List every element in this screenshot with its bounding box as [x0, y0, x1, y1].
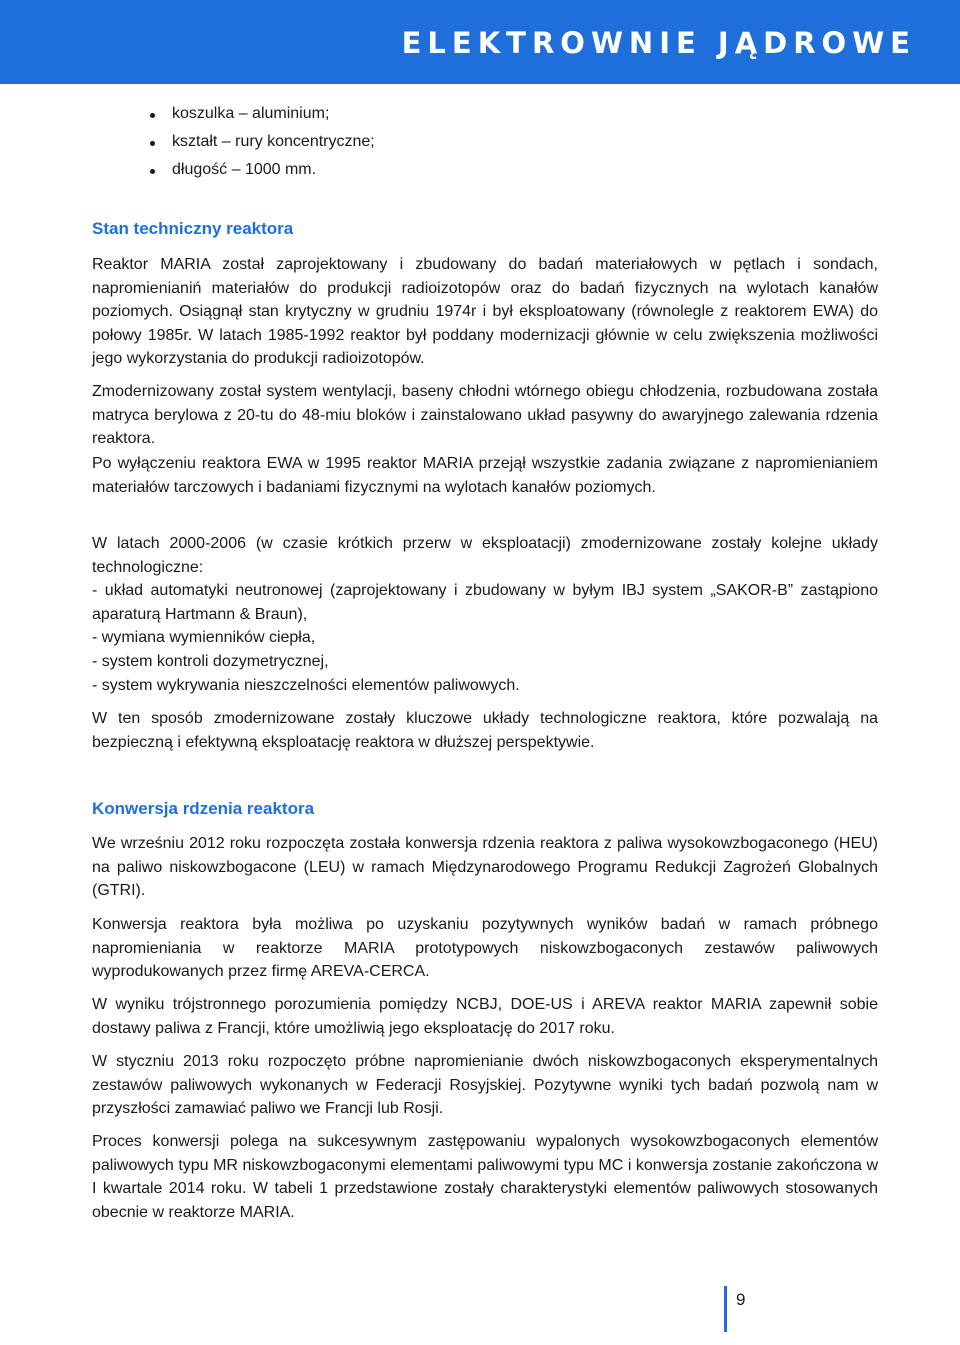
paragraph: Reaktor MARIA został zaprojektowany i zbudowany do badań materiałowych w pętlach i sondach, napromienianiń materiałów do produkcji radioizotopów oraz do badań fizycznych na wylotach kanałów poziomych. Osiągnął stan krytyczny w grudniu 1974r i był eksploatowany (równolegle z reaktorem EWA) do połowy 1985r. W latach 1985-1992 reaktor był poddany modernizacji głównie w celu zwiększenia możliwości jego wykorzystania do produkcji radioizotopów. — [92, 256, 878, 368]
list-item: - układ automatyki neutronowej (zaprojektowany i zbudowany w byłym IBJ system „SAKOR-B” zastąpiono aparaturą Hartmann & Braun), — [92, 582, 878, 623]
paragraph: Proces konwersji polega na sukcesywnym zastępowaniu wypalonych wysokowzbogaconych elementów paliwowych typu MR niskowzbogaconymi elementami paliwowymi typu MC i konwersja zostanie zakończona w I kwartale 2014 roku. W tabeli 1 przedstawione zostały charakterystyki elementów paliwowych stosowanych obecnie w reaktorze MARIA. — [92, 1133, 878, 1221]
list-item: długość – 1000 mm. — [172, 156, 375, 184]
section-heading-core-conversion: Konwersja rdzenia reaktora — [92, 799, 315, 818]
paragraph: We wrześniu 2012 roku rozpoczęta została konwersja rdzenia reaktora z paliwa wysokowzbogaconego (HEU) na paliwo niskowzbogacone (LEU) w ramach Międzynarodowego Programu Redukcji Zagrożeń Globalnych (GTRI). — [92, 835, 878, 900]
paragraph: W latach 2000-2006 (w czasie krótkich przerw w eksploatacji) zmodernizowane zostały kolejne układy technologiczne: — [92, 535, 878, 576]
section-heading-technical-state: Stan techniczny reaktora — [92, 219, 294, 238]
paragraph: W ten sposób zmodernizowane zostały kluczowe układy technologiczne reaktora, które pozwalają na bezpieczną i efektywną eksploatację reaktora w dłuższej perspektywie. — [92, 710, 878, 751]
list-item: koszulka – aluminium; — [172, 100, 375, 128]
paragraph: Konwersja reaktora była możliwa po uzyskaniu pozytywnych wyników badań w ramach próbnego napromieniania w reaktorze MARIA prototypowych niskowzbogaconych zestawów paliwowych wyprodukowanych przez firmę AREVA-CERCA. — [92, 916, 878, 981]
list-item: kształt – rury koncentryczne; — [172, 128, 375, 156]
list-item: - system kontroli dozymetrycznej, — [92, 652, 329, 670]
paragraph: W styczniu 2013 roku rozpoczęto próbne napromienianie dwóch niskowzbogaconych eksperymentalnych zestawów paliwowych wykonanych w Federacji Rosyjskiej. Pozytywne wyniki tych badań pozwolą nam w przyszłości zamawiać paliwo we Francji lub Rosji. — [92, 1053, 878, 1118]
paragraph: W wyniku trójstronnego porozumienia pomiędzy NCBJ, DOE-US i AREVA reaktor MARIA zapewnił sobie dostawy paliwa z Francji, które umożliwią jego eksploatację do 2017 roku. — [92, 996, 878, 1037]
list-item: - system wykrywania nieszczelności elementów paliwowych. — [92, 676, 520, 694]
spec-bullet-list — [172, 100, 375, 184]
list-item: - wymiana wymienników ciepła, — [92, 629, 316, 647]
header-title: ELEKTROWNIE JĄDROWE — [401, 26, 916, 60]
paragraph: Po wyłączeniu reaktora EWA w 1995 reaktor MARIA przejął wszystkie zadania związane z napromienianiem materiałów tarczowych i badaniami fizycznymi na wylotach kanałów poziomych. — [92, 455, 878, 496]
page-number: 9 — [724, 1286, 745, 1332]
modernization-list — [92, 532, 878, 697]
paragraph: Zmodernizowany został system wentylacji, baseny chłodni wtórnego obiegu chłodzenia, rozbudowana została matryca berylowa z 20-tu do 48-miu bloków i zainstalowano układ pasywny do awaryjnego zalewania rdzenia reaktora. — [92, 383, 878, 448]
page-header-banner — [0, 0, 960, 84]
